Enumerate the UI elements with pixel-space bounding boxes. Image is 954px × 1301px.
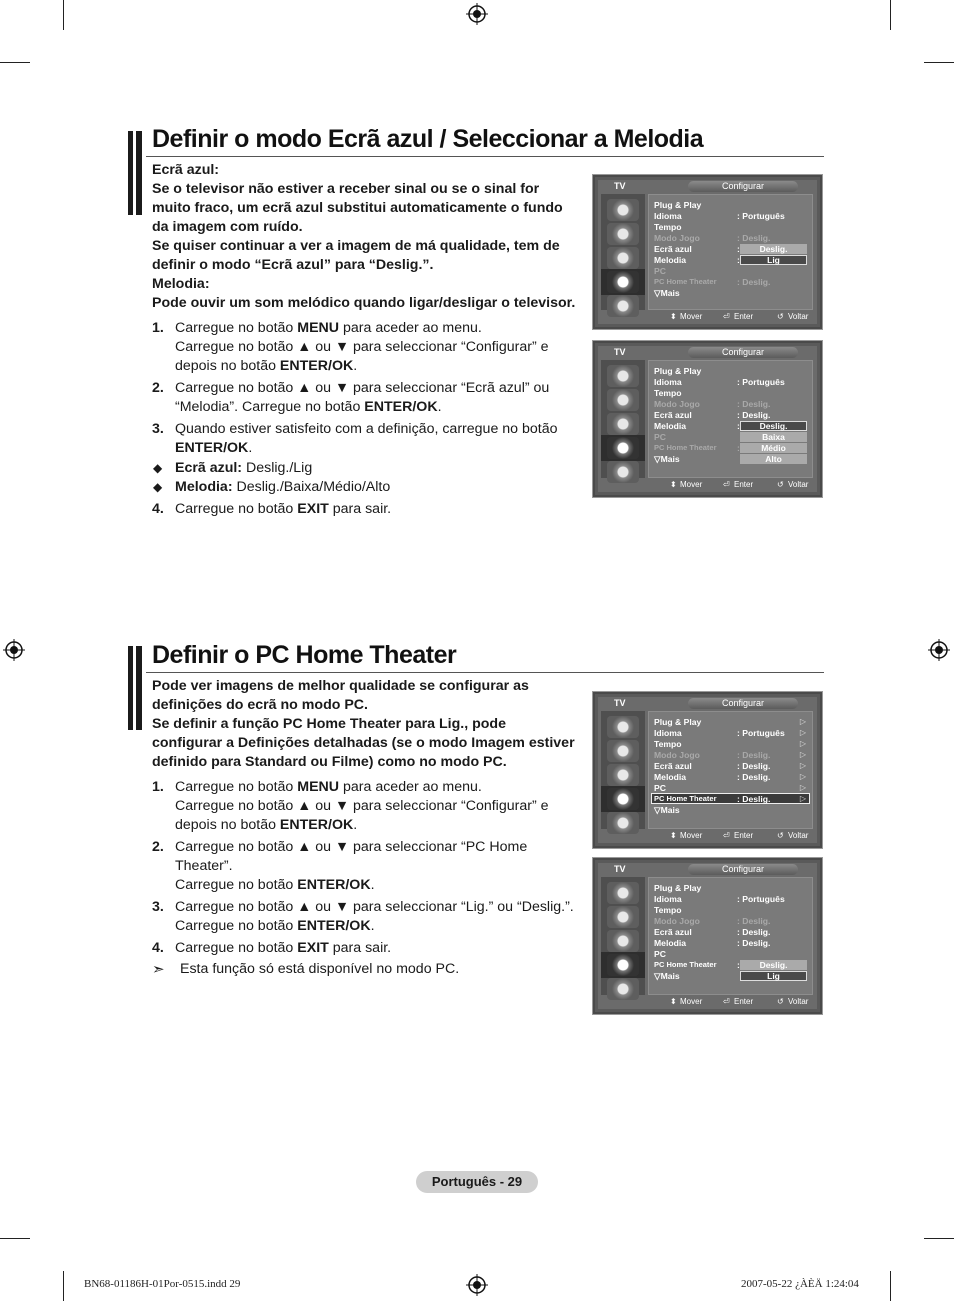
- footer-voltar: Voltar: [788, 480, 809, 489]
- text-run: para aceder ao menu.: [339, 320, 482, 336]
- key-label: ENTER/OK: [297, 918, 371, 934]
- menu-item-value: : Deslig.: [737, 750, 771, 760]
- menu-icon-sidebar: [601, 194, 645, 310]
- option-lig: Lig: [740, 971, 807, 981]
- move-arrows-icon: ⬍: [670, 312, 677, 321]
- text-run: para sair.: [328, 940, 392, 956]
- step-line: [175, 857, 584, 876]
- move-arrows-icon: ⬍: [670, 997, 677, 1006]
- text-run: Carregue no botão: [175, 940, 298, 956]
- step-line: [175, 816, 584, 835]
- text-run: Carregue no botão ▲ ou ▼ para seleccionar “PC Home: [175, 839, 528, 855]
- picture-menu-icon: [607, 199, 639, 221]
- menu-item-idioma: Idioma: [654, 728, 682, 738]
- menu-item-value: : Deslig.: [737, 794, 771, 804]
- intro-line: definir o modo “Ecrã azul” para “Deslig.”.: [152, 257, 434, 273]
- text-run: .: [437, 399, 442, 415]
- submenu-arrow-icon: ▷: [799, 717, 806, 726]
- menu-item-tempo: Tempo: [654, 739, 682, 749]
- text-run: Carregue no botão ▲ ou ▼ para seleccionar “Lig.” ou “Deslig.”.: [175, 899, 574, 915]
- menu-item-pc: PC: [654, 266, 666, 276]
- option-alto: Alto: [740, 454, 807, 464]
- intro-line: definições do ecrã no modo PC.: [152, 697, 368, 713]
- menu-item-idioma: Idioma: [654, 894, 682, 904]
- menu-item-mais: ▽Mais: [654, 805, 680, 815]
- footer-mover: Mover: [680, 831, 703, 840]
- option-deslig: Deslig.: [740, 421, 807, 431]
- channel-menu-icon: [607, 413, 639, 435]
- menu-item-melodia: Melodia: [654, 255, 686, 265]
- text-run: .: [370, 918, 375, 934]
- menu-items-panel: [648, 877, 813, 995]
- page-number-badge: Português - 29: [416, 1171, 538, 1193]
- bullet-values: Deslig./Lig: [242, 460, 313, 476]
- crop-mark: [63, 0, 64, 30]
- menu-item-value: : Deslig.: [737, 916, 771, 926]
- input-menu-icon: [607, 461, 639, 483]
- submenu-arrow-icon: ▷: [799, 761, 806, 770]
- section2-title: Definir o PC Home Theater: [152, 641, 457, 669]
- step-item: [152, 778, 584, 835]
- intro-line: Melodia:: [152, 276, 210, 292]
- text-run: Carregue no botão: [175, 501, 298, 517]
- text-run: .: [248, 440, 253, 456]
- menu-item-pc: PC: [654, 783, 666, 793]
- setup-menu-icon: [607, 954, 639, 976]
- menu-item-value: :: [737, 960, 740, 970]
- key-label: ENTER/OK: [364, 399, 438, 415]
- intro-line: Ecrã azul:: [152, 162, 220, 178]
- step-number: 4.: [152, 501, 164, 517]
- menu-item-value: : Português: [737, 377, 785, 387]
- menu-item-mais: ▽Mais: [654, 454, 680, 464]
- submenu-arrow-icon: ▷: [799, 794, 806, 803]
- registration-mark-icon: [466, 3, 488, 25]
- return-icon: ↺: [777, 831, 784, 840]
- step-line: [175, 319, 584, 338]
- text-run: “Melodia”. Carregue no botão: [175, 399, 365, 415]
- step-line: [175, 898, 584, 917]
- menu-item-melodia: Melodia: [654, 772, 686, 782]
- footer-mover: Mover: [680, 480, 703, 489]
- menu-icon-sidebar: [601, 711, 645, 829]
- intro-line: Pode ouvir um som melódico quando ligar/desligar o televisor.: [152, 295, 576, 311]
- footer-voltar: Voltar: [788, 831, 809, 840]
- key-label: MENU: [297, 779, 340, 795]
- footer-enter: Enter: [734, 312, 754, 321]
- menu-items-panel: [648, 360, 813, 478]
- picture-menu-icon: [607, 365, 639, 387]
- crop-mark: [0, 62, 30, 63]
- step-line: [175, 917, 584, 936]
- return-icon: ↺: [777, 480, 784, 489]
- setup-menu-icon: [607, 271, 639, 293]
- text-run: .: [370, 877, 375, 893]
- key-label: EXIT: [297, 940, 329, 956]
- intro-line: Se o televisor não estiver a receber sinal ou se o sinal for: [152, 181, 540, 197]
- menu-item-mais: ▽Mais: [654, 288, 680, 298]
- step-number: 3.: [152, 421, 164, 437]
- menu-header: Configurar: [688, 864, 798, 875]
- return-icon: ↺: [777, 997, 784, 1006]
- step-line: [175, 379, 584, 398]
- footer-enter: Enter: [734, 480, 754, 489]
- step-number: 2.: [152, 839, 164, 855]
- crop-mark: [890, 0, 891, 30]
- menu-item-pc-home: PC Home Theater: [654, 277, 717, 286]
- tv-menu-frame: [598, 180, 817, 324]
- sound-menu-icon: [607, 906, 639, 928]
- enter-icon: ⏎: [723, 312, 730, 321]
- crop-mark: [924, 62, 954, 63]
- menu-item-value: : Deslig.: [737, 399, 771, 409]
- diamond-bullet-icon: ◆: [153, 461, 163, 475]
- tv-menu-screenshot: [593, 175, 822, 329]
- option-bullet: [152, 478, 584, 497]
- menu-header: Configurar: [688, 347, 798, 358]
- menu-footer: [648, 479, 813, 491]
- crop-mark: [63, 1271, 64, 1301]
- section-divider: [146, 672, 824, 673]
- move-arrows-icon: ⬍: [670, 831, 677, 840]
- step-number: 3.: [152, 899, 164, 915]
- tv-menu-frame: [598, 346, 817, 492]
- menu-item-modo-jogo: Modo Jogo: [654, 750, 700, 760]
- menu-item-ecra-azul: Ecrã azul: [654, 244, 692, 254]
- step-line: [175, 338, 584, 357]
- step-line: [175, 778, 584, 797]
- registration-mark-icon: [466, 1274, 488, 1296]
- sound-menu-icon: [607, 740, 639, 762]
- menu-item-plug: Plug & Play: [654, 717, 702, 727]
- menu-item-value: : Português: [737, 728, 785, 738]
- menu-item-value: : Deslig.: [737, 410, 771, 420]
- menu-item-value: :: [737, 255, 740, 265]
- step-line: [175, 420, 584, 439]
- option-lig: Lig: [740, 255, 807, 265]
- step-line: [175, 398, 584, 417]
- menu-item-ecra-azul: Ecrã azul: [654, 761, 692, 771]
- menu-item-value: : Deslig.: [737, 761, 771, 771]
- tv-source-label: TV: [614, 698, 626, 708]
- text-run: depois no botão: [175, 817, 280, 833]
- step-line: [175, 357, 584, 376]
- picture-menu-icon: [607, 716, 639, 738]
- text-run: Carregue no botão: [175, 320, 298, 336]
- option-medio: Médio: [740, 443, 807, 453]
- step-line: [175, 500, 584, 519]
- channel-menu-icon: [607, 930, 639, 952]
- section2-text: [152, 677, 584, 979]
- menu-item-value: :: [737, 443, 740, 453]
- enter-icon: ⏎: [723, 480, 730, 489]
- step-line: [175, 876, 584, 895]
- setup-menu-icon: [607, 788, 639, 810]
- key-label: EXIT: [297, 501, 329, 517]
- menu-item-modo-jogo: Modo Jogo: [654, 399, 700, 409]
- menu-item-tempo: Tempo: [654, 905, 682, 915]
- step-item: [152, 319, 584, 376]
- key-label: ENTER/OK: [175, 440, 249, 456]
- footer-enter: Enter: [734, 997, 754, 1006]
- menu-icon-sidebar: [601, 877, 645, 995]
- bullet-label: Melodia:: [175, 479, 233, 495]
- note-text: Esta função só está disponível no modo PC.: [180, 961, 460, 977]
- tv-menu-screenshot: [593, 692, 822, 848]
- menu-item-pc: PC: [654, 432, 666, 442]
- step-number: 2.: [152, 380, 164, 396]
- intro-line: configurar a Definições detalhadas (se o modo Imagem estiver: [152, 735, 575, 751]
- text-run: para aceder ao menu.: [339, 779, 482, 795]
- channel-menu-icon: [607, 247, 639, 269]
- sound-menu-icon: [607, 223, 639, 245]
- text-run: Carregue no botão: [175, 877, 298, 893]
- text-run: Carregue no botão ▲ ou ▼ para seleccionar “Configurar” e: [175, 798, 549, 814]
- step-line: [175, 939, 584, 958]
- menu-item-ecra-azul: Ecrã azul: [654, 410, 692, 420]
- intro-line: Pode ver imagens de melhor qualidade se configurar as: [152, 678, 529, 694]
- submenu-arrow-icon: ▷: [799, 772, 806, 781]
- section-title-bar: [128, 646, 142, 730]
- input-menu-icon: [607, 978, 639, 1000]
- section1-title: Definir o modo Ecrã azul / Seleccionar a Melodia: [152, 125, 704, 153]
- return-icon: ↺: [777, 312, 784, 321]
- text-run: .: [353, 358, 358, 374]
- option-bullet: [152, 459, 584, 478]
- tv-menu-screenshot: [593, 341, 822, 497]
- footer-enter: Enter: [734, 831, 754, 840]
- crop-mark: [0, 1238, 30, 1239]
- key-label: ENTER/OK: [297, 877, 371, 893]
- menu-item-mais: ▽Mais: [654, 971, 680, 981]
- date-slug: 2007-05-22 ¿ÀÈÄ 1:24:04: [741, 1278, 859, 1290]
- key-label: ENTER/OK: [279, 358, 354, 374]
- submenu-arrow-icon: ▷: [799, 783, 806, 792]
- move-arrows-icon: ⬍: [670, 480, 677, 489]
- menu-item-value: :: [737, 421, 740, 431]
- menu-item-value: : Português: [737, 211, 785, 221]
- tv-source-label: TV: [614, 864, 626, 874]
- spacer: [152, 772, 584, 775]
- menu-item-melodia: Melodia: [654, 938, 686, 948]
- menu-item-idioma: Idioma: [654, 377, 682, 387]
- menu-icon-sidebar: [601, 360, 645, 478]
- menu-item-value: : Deslig.: [737, 927, 771, 937]
- submenu-arrow-icon: ▷: [799, 739, 806, 748]
- menu-items-panel: [648, 194, 813, 310]
- setup-menu-icon: [607, 437, 639, 459]
- key-label: MENU: [297, 320, 340, 336]
- menu-footer: [648, 311, 813, 323]
- bullet-label: Ecrã azul:: [175, 460, 243, 476]
- step-line: [175, 439, 584, 458]
- step-number: 4.: [152, 940, 164, 956]
- key-label: ENTER/OK: [279, 817, 354, 833]
- step-item: [152, 898, 584, 936]
- footer-mover: Mover: [680, 997, 703, 1006]
- step-item: [152, 838, 584, 895]
- submenu-arrow-icon: ▷: [799, 750, 806, 759]
- section-divider: [146, 156, 824, 157]
- tv-source-label: TV: [614, 181, 626, 191]
- menu-item-modo-jogo: Modo Jogo: [654, 916, 700, 926]
- crop-mark: [890, 1271, 891, 1301]
- menu-item-melodia: Melodia: [654, 421, 686, 431]
- step-item: [152, 379, 584, 417]
- menu-item-value: : Deslig.: [737, 938, 771, 948]
- menu-item-pc-home: PC Home Theater: [654, 960, 717, 969]
- file-slug: BN68-01186H-01Por-0515.indd 29: [84, 1278, 241, 1290]
- section1-text: [152, 161, 584, 519]
- tv-menu-frame: [598, 863, 817, 1009]
- menu-item-idioma: Idioma: [654, 211, 682, 221]
- option-baixa: Baixa: [740, 432, 807, 442]
- text-run: Quando estiver satisfeito com a definição, carregue no botão: [175, 421, 558, 437]
- text-run: para sair.: [328, 501, 392, 517]
- footer-voltar: Voltar: [788, 997, 809, 1006]
- menu-items-panel: [648, 711, 813, 829]
- intro-line: da imagem com ruído.: [152, 219, 303, 235]
- bullet-values: Deslig./Baixa/Médio/Alto: [232, 479, 391, 495]
- step-line: [175, 797, 584, 816]
- spacer: [152, 313, 584, 316]
- step-line: [175, 838, 584, 857]
- intro-line: muito fraco, um ecrã azul substitui automaticamente o fundo: [152, 200, 563, 216]
- text-run: Carregue no botão ▲ ou ▼ para seleccionar “Configurar” e: [175, 339, 549, 355]
- option-deslig: Deslig.: [740, 244, 807, 254]
- text-run: Carregue no botão: [175, 779, 298, 795]
- text-run: Carregue no botão: [175, 918, 298, 934]
- menu-item-plug: Plug & Play: [654, 200, 702, 210]
- menu-item-modo-jogo: Modo Jogo: [654, 233, 700, 243]
- menu-item-plug: Plug & Play: [654, 366, 702, 376]
- note: [152, 960, 584, 979]
- menu-item-pc: PC: [654, 949, 666, 959]
- text-run: Theater”.: [175, 858, 233, 874]
- text-run: .: [353, 817, 358, 833]
- step-number: 1.: [152, 779, 164, 795]
- crop-mark: [924, 1238, 954, 1239]
- channel-menu-icon: [607, 764, 639, 786]
- menu-item-plug: Plug & Play: [654, 883, 702, 893]
- tv-menu-screenshot: [593, 858, 822, 1014]
- intro-line: definido para Standard ou Filme) como no modo PC.: [152, 754, 507, 770]
- section-title-bar: [128, 131, 142, 215]
- step-item: [152, 939, 584, 958]
- tv-menu-frame: [598, 697, 817, 843]
- footer-voltar: Voltar: [788, 312, 809, 321]
- text-run: Carregue no botão ▲ ou ▼ para seleccionar “Ecrã azul” ou: [175, 380, 550, 396]
- registration-mark-icon: [3, 639, 25, 661]
- note-arrow-icon: ➣: [152, 961, 165, 978]
- text-run: depois no botão: [175, 358, 280, 374]
- step-item: [152, 500, 584, 519]
- input-menu-icon: [607, 295, 639, 317]
- step-item: [152, 420, 584, 458]
- step-number: 1.: [152, 320, 164, 336]
- intro-line: Se definir a função PC Home Theater para Lig., pode: [152, 716, 506, 732]
- menu-item-value: : Deslig.: [737, 277, 771, 287]
- registration-mark-icon: [928, 639, 950, 661]
- enter-icon: ⏎: [723, 831, 730, 840]
- option-deslig: Deslig.: [740, 960, 807, 970]
- diamond-bullet-icon: ◆: [153, 480, 163, 494]
- menu-item-value: : Deslig.: [737, 772, 771, 782]
- sound-menu-icon: [607, 389, 639, 411]
- menu-footer: [648, 996, 813, 1008]
- picture-menu-icon: [607, 882, 639, 904]
- tv-source-label: TV: [614, 347, 626, 357]
- menu-item-value: :: [737, 244, 740, 254]
- menu-item-tempo: Tempo: [654, 222, 682, 232]
- menu-item-value: : Português: [737, 894, 785, 904]
- menu-item-pc-home: PC Home Theater: [654, 794, 717, 803]
- menu-item-pc-home: PC Home Theater: [654, 443, 717, 452]
- menu-header: Configurar: [688, 181, 798, 192]
- input-menu-icon: [607, 812, 639, 834]
- footer-mover: Mover: [680, 312, 703, 321]
- menu-footer: [648, 830, 813, 842]
- menu-item-value: : Deslig.: [737, 233, 771, 243]
- menu-item-ecra-azul: Ecrã azul: [654, 927, 692, 937]
- submenu-arrow-icon: ▷: [799, 728, 806, 737]
- menu-header: Configurar: [688, 698, 798, 709]
- enter-icon: ⏎: [723, 997, 730, 1006]
- menu-item-tempo: Tempo: [654, 388, 682, 398]
- intro-line: Se quiser continuar a ver a imagem de má qualidade, tem de: [152, 238, 560, 254]
